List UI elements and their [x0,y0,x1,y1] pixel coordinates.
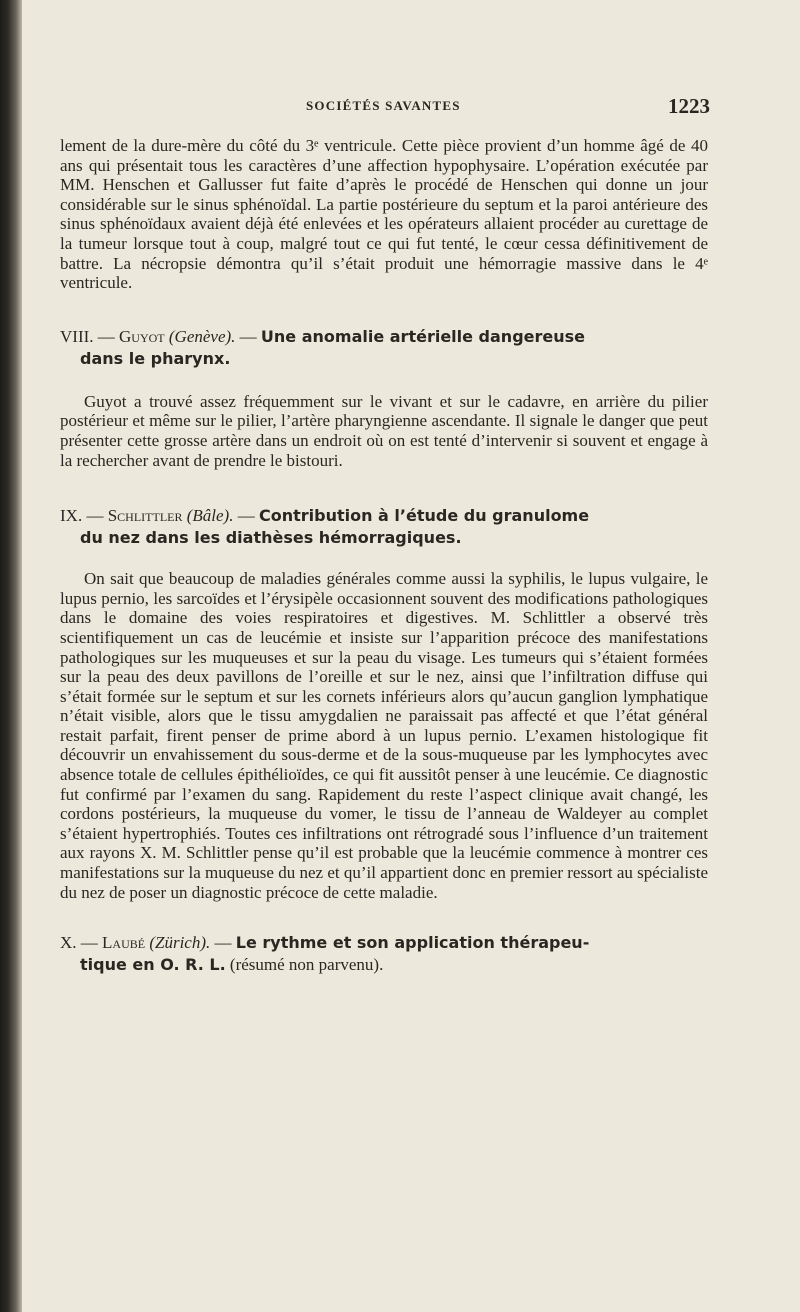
section-dash: — [214,933,232,953]
section-title-continued: du nez dans les diathèses hémorragiques. [80,528,462,548]
running-head-title: SOCIÉTÉS SAVANTES [306,98,461,113]
section-place: (Bâle). [186,506,234,526]
section-author: Schlittler [107,506,183,526]
section-author: Guyot [119,326,165,346]
section-title: Contribution à l’étude du granulome [258,506,590,526]
section-numeral: X. — [60,933,98,953]
section-place: (Genève). [168,326,236,346]
section-heading-viii [60,326,708,370]
section-place: (Zürich). [149,933,211,953]
section-note: (résumé non parvenu). [229,955,384,975]
section-title-continued: tique en O. R. L. [80,955,226,975]
section-dash: — [239,326,257,346]
book-page [60,96,708,976]
section-dash: — [237,506,255,526]
section-author: Laubé [102,933,146,953]
section-title: Le rythme et son application thérapeu- [235,933,590,953]
continuation-paragraph: lement de la dure-mère du côté du 3ᵉ ventricule. Cette pièce provient d’un homme âgé de 40 ans qui présentait tous les caractères d’une affection hypophysaire. L’opération exécutée par MM. Henschen et Gallusser fut faite d’après le procédé de Henschen qui donne un jour considérable sur le sinus sphénoïdal. La partie postérieure du septum et la paroi antérieure des sinus sphénoïdaux avaient déjà été enlevées et les opérateurs allaient procéder au curettage de la tumeur lorsque tout à coup, malgré tout ce qui fut tenté, le cœur cessa définitivement de battre. La nécropsie démontra qu’il s’était produit une hémorragie massive dans le 4ᵉ ventricule. [60,136,708,293]
section-body-viii: Guyot a trouvé assez fréquemment sur le vivant et sur le cadavre, en arrière du pilier postérieur et même sur le pilier, l’artère pharyngienne ascendante. Il signale le danger que peut présenter cette grosse artère dans un endroit où on est tenté d’intervenir si souvent et engage à la rechercher avant de prendre le bistouri. [60,391,708,470]
section-title-continued: dans le pharynx. [80,348,231,368]
section-numeral: VIII. — [60,326,115,346]
section-numeral: IX. — [60,506,104,526]
page-number: 1223 [668,94,710,118]
section-heading-ix [60,505,708,549]
running-head [60,96,708,126]
section-title: Une anomalie artérielle dangereuse [260,326,586,346]
page-binding-edge [0,0,22,1312]
section-heading-x [60,932,708,976]
section-body-ix: On sait que beaucoup de maladies générales comme aussi la syphilis, le lupus vulgaire, le lupus pernio, les sarcoïdes et l’érysipèle occasionnent souvent des modifications pathologiques dans le domaine des voies respiratoires et digestives. M. Schlittler a observé très scientifiquement un cas de leucémie et insiste sur l’apparition précoce des manifestations pathologiques sur les muqueuses et sur la peau du visage. Les tumeurs qui s’étaient formées sur la peau des deux pavillons de l’oreille et sur le nez, ainsi que l’infiltration diffuse qui s’était formée sur le septum et sur les cornets inférieurs alors qu’aucun ganglion lymphatique n’était visible, alors que le tissu amygdalien ne paraissait pas affecté et que l’état général restait parfait, firent penser de prime abord à un lupus pernio. L’examen histologique fit découvrir un envahissement du sous-derme et de la sous-muqueuse par les lymphocytes avec absence totale de cellules épithélioïdes, ce qui fit aussitôt penser à une leucémie. Ce diagnostic fut confirmé par l’examen du sang. Rapidement du reste l’aspect clinique avait changé, les cordons postérieurs, la muqueuse du vomer, le tissu de l’anneau de Waldeyer au complet s’étaient hypertrophiés. Toutes ces infiltrations ont rétrogradé sous l’influence d’un traitement aux rayons X. M. Schlittler pense qu’il est probable que la leucémie commence à montrer ces manifestations sur la muqueuse du nez et qu’il appartient donc en premier ressort au spécialiste du nez de poser un diagnostic précoce de cette maladie. [60,569,708,902]
